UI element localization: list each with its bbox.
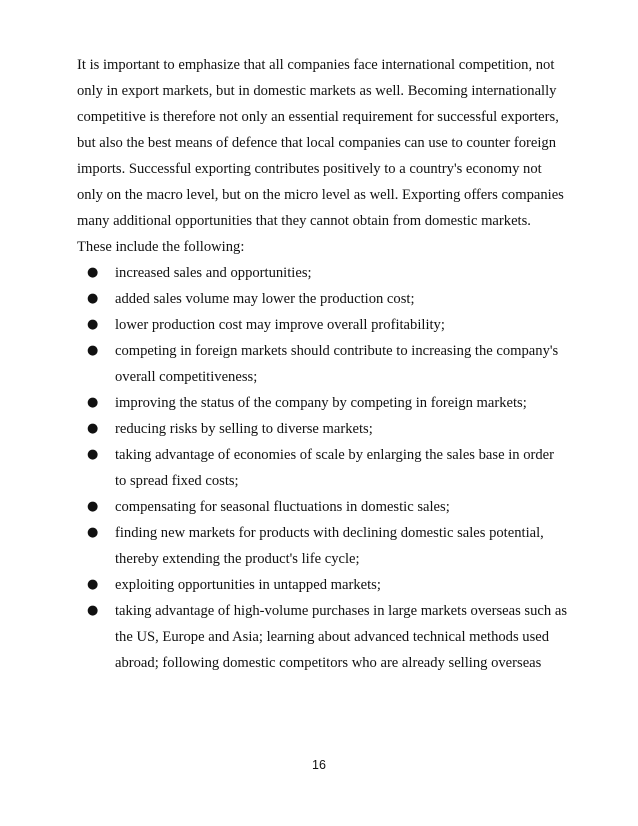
list-item: [77, 520, 567, 572]
list-item-text: competing in foreign markets should contribute to increasing the company's overall competitiveness;: [115, 343, 559, 385]
list-item: [77, 312, 567, 338]
list-item: [77, 416, 567, 442]
list-item-text: increased sales and opportunities;: [115, 265, 312, 281]
bullet-icon: ●: [87, 525, 99, 540]
bullet-icon: ●: [87, 577, 99, 592]
bullet-list: [77, 260, 567, 676]
list-item: [77, 572, 567, 598]
list-item-text: finding new markets for products with declining domestic sales potential, thereby extending the product's life cycle;: [115, 525, 544, 567]
bullet-icon: ●: [87, 395, 99, 410]
page-number: 16: [312, 758, 326, 772]
list-item: [77, 442, 567, 494]
list-item: [77, 260, 567, 286]
bullet-icon: ●: [87, 499, 99, 514]
bullet-icon: ●: [87, 447, 99, 462]
page-body: [77, 52, 567, 676]
bullet-icon: ●: [87, 265, 99, 280]
list-item: [77, 286, 567, 312]
bullet-icon: ●: [87, 421, 99, 436]
bullet-icon: ●: [87, 343, 99, 358]
list-item-text: taking advantage of economies of scale by enlarging the sales base in order to spread fixed costs;: [115, 447, 555, 489]
bullet-icon: ●: [87, 603, 99, 618]
list-item: [77, 598, 567, 676]
list-item-text: compensating for seasonal fluctuations in domestic sales;: [115, 499, 450, 515]
intro-paragraph: It is important to emphasize that all companies face international competition, not only in export markets, but in domestic markets as well. Becoming internationally competitive is therefore not only an essential requirement for successful exporters, but also the best means of defence that local companies can use to counter foreign imports. Successful exporting contributes positively to a country's economy not only on the macro level, but on the micro level as well. Exporting offers companies many additional opportunities that they cannot obtain from domestic markets. These include the following:: [77, 57, 564, 255]
bullet-icon: ●: [87, 317, 99, 332]
list-item: [77, 494, 567, 520]
list-item-text: taking advantage of high-volume purchases in large markets overseas such as the US, Europe and Asia; learning about advanced technical methods used abroad; following domestic competitors who are already selling overseas: [115, 603, 567, 671]
bullet-icon: ●: [87, 291, 99, 306]
list-item: [77, 338, 567, 390]
list-item-text: reducing risks by selling to diverse markets;: [115, 421, 373, 437]
list-item-text: added sales volume may lower the production cost;: [115, 291, 415, 307]
list-item-text: lower production cost may improve overall profitability;: [115, 317, 445, 333]
list-item: [77, 390, 567, 416]
list-item-text: improving the status of the company by competing in foreign markets;: [115, 395, 527, 411]
list-item-text: exploiting opportunities in untapped markets;: [115, 577, 381, 593]
